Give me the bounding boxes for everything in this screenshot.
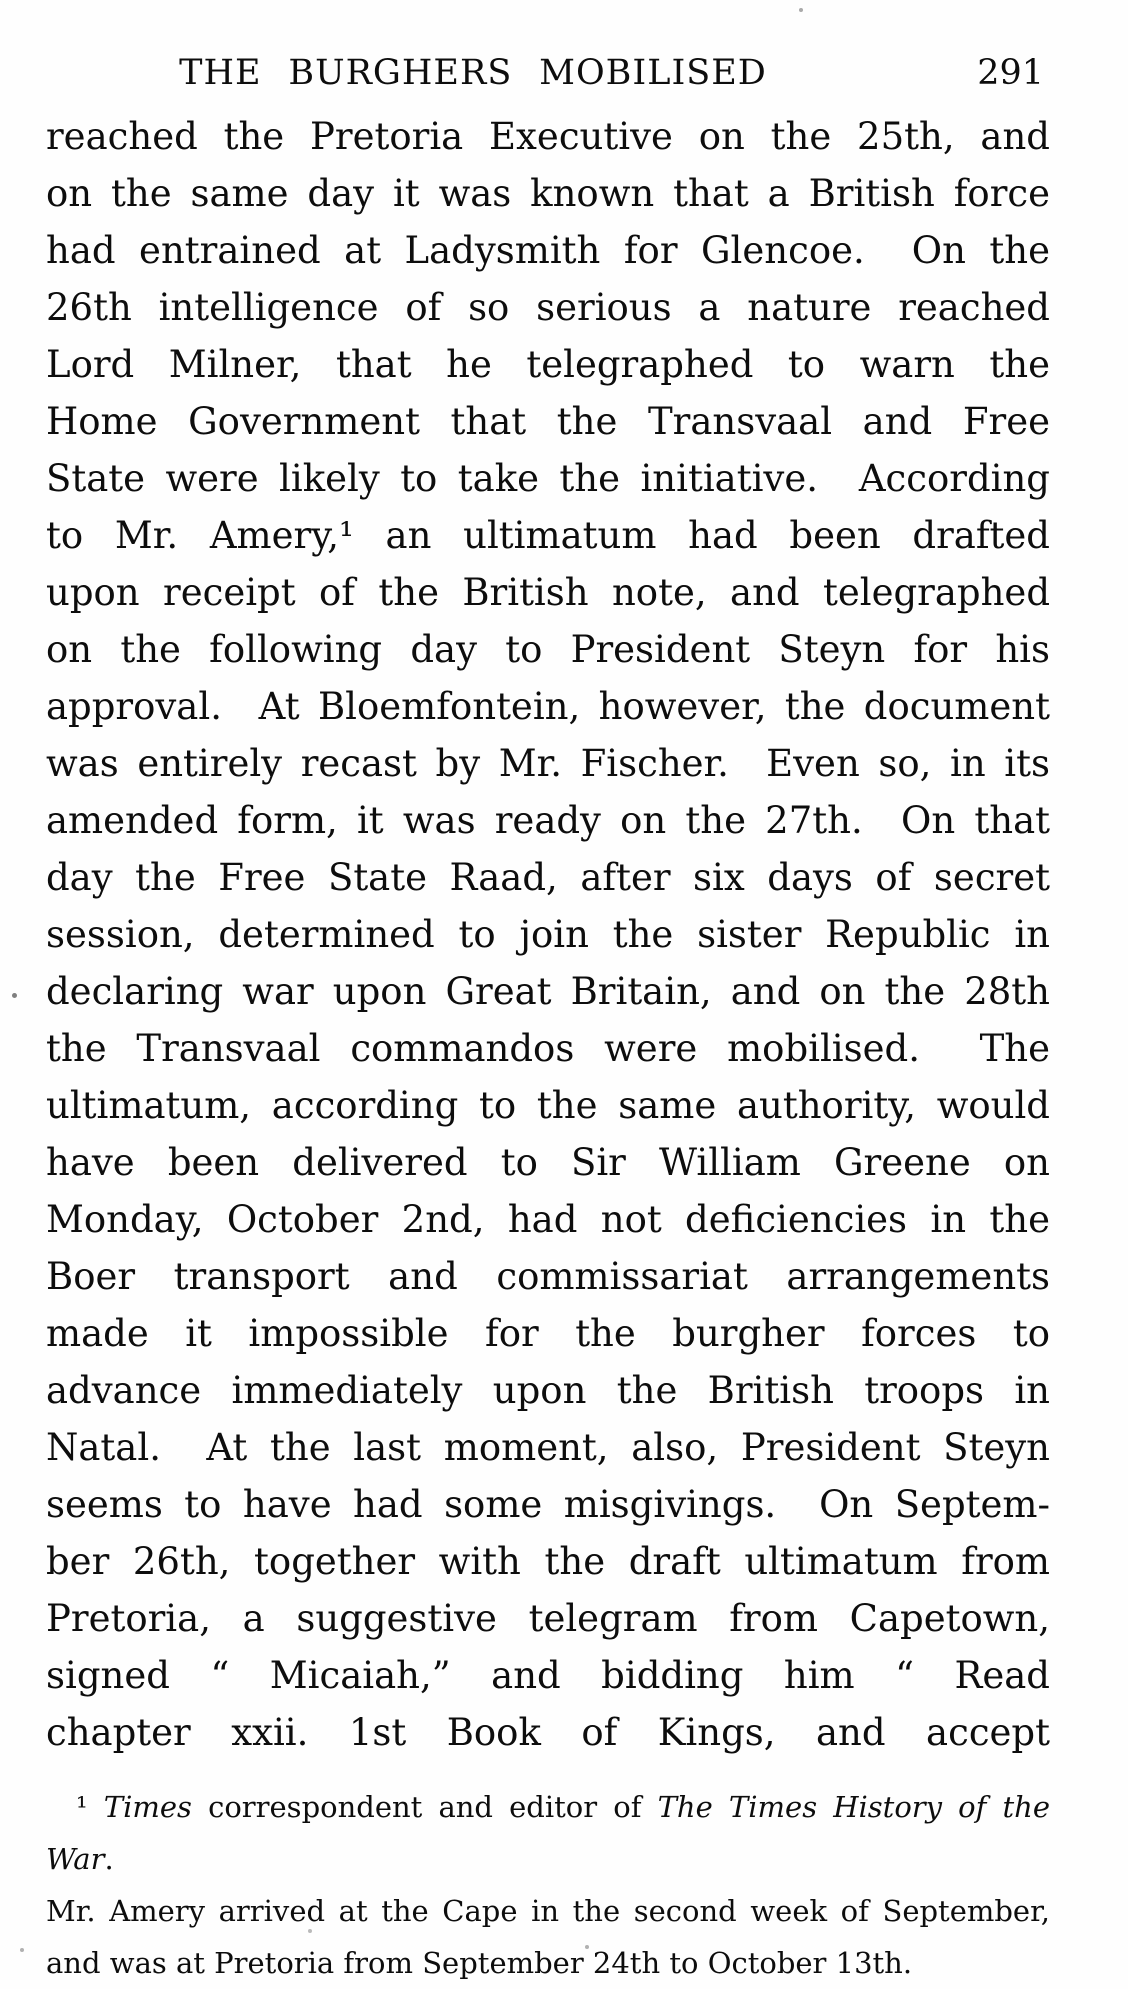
scan-speck [20, 1948, 24, 1952]
page-number: 291 [977, 53, 1044, 93]
text-line: on the same day it was known that a British force [46, 172, 1050, 215]
text-line: advance immediately upon the British troops in [46, 1369, 1050, 1412]
text-line: Pretoria, a suggestive telegram from Capetown, [46, 1597, 1050, 1640]
plain-text: and was at Pretoria from September 24th to October 13th. [46, 1946, 913, 1980]
italic-text: The Times History of the War [46, 1790, 1050, 1876]
plain-text: . [104, 1842, 114, 1876]
text-line: to Mr. Amery,¹ an ultimatum had been drafted [46, 514, 1050, 557]
text-line: day the Free State Raad, after six days of secret [46, 856, 1050, 899]
italic-text: Times [103, 1790, 192, 1824]
plain-text: correspondent and editor of [191, 1790, 658, 1824]
footnote-line [46, 1781, 1050, 1885]
scan-speck [585, 1945, 589, 1949]
text-line: ultimatum, according to the same authority, would [46, 1084, 1050, 1127]
footnote [46, 1781, 1050, 1989]
text-line: 26th intelligence of so serious a nature reached [46, 286, 1050, 329]
text-line: Boer transport and commissariat arrangements [46, 1255, 1050, 1298]
text-line: was entirely recast by Mr. Fischer. Even so, in its [46, 742, 1050, 785]
scan-speck [12, 993, 17, 998]
text-line: chapter xxii. 1st Book of Kings, and accept [46, 1711, 1050, 1754]
text-line: amended form, it was ready on the 27th. On that [46, 799, 1050, 842]
text-line: signed “ Micaiah,” and bidding him “ Read [46, 1654, 1050, 1697]
text-line: Lord Milner, that he telegraphed to warn the [46, 343, 1050, 386]
text-line: Home Government that the Transvaal and Free [46, 400, 1050, 443]
plain-text: ¹ [76, 1790, 104, 1824]
footnote-line [46, 1885, 1050, 1937]
text-line: approval. At Bloemfontein, however, the document [46, 685, 1050, 728]
text-line: had entrained at Ladysmith for Glencoe. On the [46, 229, 1050, 272]
text-line: reached the Pretoria Executive on the 25th, and [46, 115, 1050, 158]
text-line: ber 26th, together with the draft ultimatum from [46, 1540, 1050, 1583]
text-line: the Transvaal commandos were mobilised. The [46, 1027, 1050, 1070]
footnote-line [46, 1937, 1050, 1989]
text-line: Monday, October 2nd, had not deficiencies in the [46, 1198, 1050, 1241]
running-head-title: THE BURGHERS MOBILISED [179, 53, 767, 93]
plain-text: Mr. Amery arrived at the Cape in the second week of September, [46, 1894, 1050, 1928]
text-line: Natal. At the last moment, also, President Steyn [46, 1426, 1050, 1469]
text-line: made it impossible for the burgher forces to [46, 1312, 1050, 1355]
scan-speck [799, 8, 803, 12]
text-line: on the following day to President Steyn for his [46, 628, 1050, 671]
text-line: session, determined to join the sister Republic in [46, 913, 1050, 956]
text-line: upon receipt of the British note, and telegraphed [46, 571, 1050, 614]
text-line: declaring war upon Great Britain, and on the 28th [46, 970, 1050, 1013]
text-line: have been delivered to Sir William Greene on [46, 1141, 1050, 1184]
text-line: seems to have had some misgivings. On Septem- [46, 1483, 1050, 1526]
text-line: State were likely to take the initiative. According [46, 457, 1050, 500]
scan-speck [308, 1929, 312, 1933]
running-head [46, 50, 1050, 96]
body-text [46, 108, 1050, 1761]
